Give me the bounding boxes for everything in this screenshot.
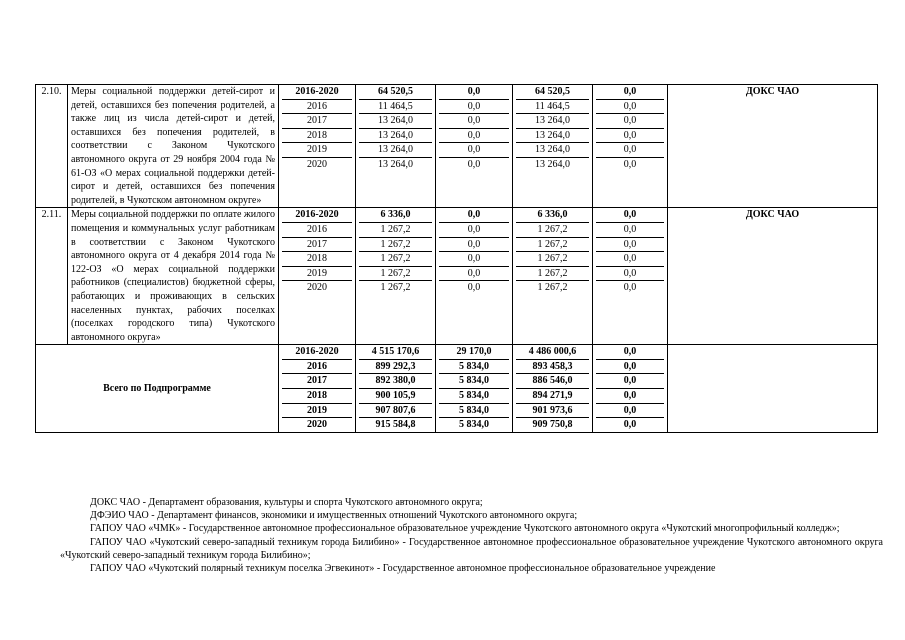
table-cell: 0,0 xyxy=(596,100,664,115)
table-cell: 0,0 xyxy=(596,114,664,129)
table-cell: 5 834,0 xyxy=(439,389,509,404)
table-cell: 13 264,0 xyxy=(378,158,413,170)
responsible-org xyxy=(668,345,878,433)
table-cell: 0,0 xyxy=(623,282,637,294)
table-cell: 0,0 xyxy=(467,282,481,294)
table-cell: 0,0 xyxy=(596,360,664,375)
table-cell: 11 464,5 xyxy=(516,100,589,115)
table-cell: 2018 xyxy=(282,252,352,267)
table-cell: 2016-2020 xyxy=(282,85,352,100)
table-cell: 2020 xyxy=(307,419,327,431)
table-cell: 0,0 xyxy=(439,143,509,158)
table-cell: 892 380,0 xyxy=(359,374,432,389)
table-cell: 2020 xyxy=(307,282,327,294)
footnote: ГАПОУ ЧАО «Чукотский северо-западный техникум города Билибино» - Государственное автономное профессиональное образовательное учреждение Чукотского автономного округа «Чукотский северо-западный техникум города Билибино»; xyxy=(60,536,883,561)
table-cell: 0,0 xyxy=(596,389,664,404)
table-cell: 0,0 xyxy=(596,143,664,158)
table-cell: 0,0 xyxy=(596,267,664,282)
table-cell: 2018 xyxy=(282,389,352,404)
table-cell: 5 834,0 xyxy=(459,419,489,431)
table-cell: 2019 xyxy=(282,404,352,419)
table-cell: 893 458,3 xyxy=(516,360,589,375)
table-cell: 0,0 xyxy=(596,252,664,267)
table-cell: 1 267,2 xyxy=(516,238,589,253)
table-cell: 1 267,2 xyxy=(516,223,589,238)
table-cell: 1 267,2 xyxy=(380,282,411,294)
table-cell: 1 267,2 xyxy=(516,267,589,282)
measure-description: Меры социальной поддержки по оплате жилого помещения и коммунальных услуг работникам в соответствии с Законом Чукотского автономного округа от 4 декабря 2014 года № 122-ОЗ «О мерах социальной поддержки работников (специалистов) бюджетной сферы, работающих и проживающих в сельских населенных пунктах, рабочих поселках (поселках городского типа) Чукотского автономного округа» xyxy=(68,208,279,345)
table-cell: 13 264,0 xyxy=(359,114,432,129)
table-cell: 0,0 xyxy=(596,404,664,419)
footnotes xyxy=(60,496,883,575)
table-cell: 915 584,8 xyxy=(375,419,416,431)
table-cell: 11 464,5 xyxy=(359,100,432,115)
table-cell: 2020 xyxy=(307,158,327,170)
table-cell: 894 271,9 xyxy=(516,389,589,404)
table-cell: 0,0 xyxy=(439,267,509,282)
table-cell: 0,0 xyxy=(439,238,509,253)
table-cell: 1 267,2 xyxy=(359,267,432,282)
table-cell: 0,0 xyxy=(596,223,664,238)
table-cell: 0,0 xyxy=(623,419,637,431)
table-cell: 13 264,0 xyxy=(516,114,589,129)
table-cell: 4 486 000,6 xyxy=(516,345,589,360)
table-cell: 5 834,0 xyxy=(439,374,509,389)
total-label: Всего по Подпрограмме xyxy=(36,345,279,433)
table-cell: 5 834,0 xyxy=(439,404,509,419)
table-cell: 13 264,0 xyxy=(359,129,432,144)
table-cell: 6 336,0 xyxy=(516,208,589,223)
table-cell: 2017 xyxy=(282,238,352,253)
table-cell: 64 520,5 xyxy=(516,85,589,100)
table-cell: 0,0 xyxy=(596,85,664,100)
table-cell: 2017 xyxy=(282,114,352,129)
row-number: 2.10. xyxy=(36,85,68,208)
table-cell: 0,0 xyxy=(596,208,664,223)
table-cell: 64 520,5 xyxy=(359,85,432,100)
table-cell: 5 834,0 xyxy=(439,360,509,375)
table-cell: 900 105,9 xyxy=(359,389,432,404)
table-cell: 2016 xyxy=(282,360,352,375)
table-cell: 2019 xyxy=(282,143,352,158)
table-cell: 2019 xyxy=(282,267,352,282)
table-cell: 0,0 xyxy=(596,345,664,360)
total-row xyxy=(36,345,878,433)
table-cell: 0,0 xyxy=(439,223,509,238)
table-cell: 2017 xyxy=(282,374,352,389)
table-cell: 0,0 xyxy=(439,129,509,144)
table-row xyxy=(36,208,878,345)
table-cell: 909 750,8 xyxy=(532,419,573,431)
table-cell: 4 515 170,6 xyxy=(359,345,432,360)
table-cell: 2016 xyxy=(282,223,352,238)
table-cell: 0,0 xyxy=(439,85,509,100)
table-cell: 2016 xyxy=(282,100,352,115)
table-cell: 907 807,6 xyxy=(359,404,432,419)
subprogram-table xyxy=(35,84,878,433)
responsible-org: ДОКС ЧАО xyxy=(668,85,878,208)
table-cell: 0,0 xyxy=(467,158,481,170)
table-cell: 0,0 xyxy=(439,100,509,115)
measure-description: Меры социальной поддержки детей-сирот и детей, оставшихся без попечения родителей, а также лиц из числа детей-сирот и детей, оставшихся без попечения родителей, в соответствии с Законом Чукотского автономного округа от 29 ноября 2004 года № 61-ОЗ «О мерах социальной поддержки детей-сирот и детей, оставшихся без попечения родителей, в Чукотском автономном округе» xyxy=(68,85,279,208)
table-cell: 13 264,0 xyxy=(535,158,570,170)
table-cell: 1 267,2 xyxy=(359,238,432,253)
table-cell: 0,0 xyxy=(439,208,509,223)
table-cell: 1 267,2 xyxy=(537,282,568,294)
table-cell: 1 267,2 xyxy=(359,252,432,267)
table-cell: 0,0 xyxy=(623,158,637,170)
footnote: ДФЭИО ЧАО - Департамент финансов, экономики и имущественных отношений Чукотского автономного округа; xyxy=(90,510,578,522)
table-cell: 1 267,2 xyxy=(359,223,432,238)
table-cell: 0,0 xyxy=(596,129,664,144)
table-cell: 2016-2020 xyxy=(282,208,352,223)
table-cell: 0,0 xyxy=(596,238,664,253)
table-cell: 2018 xyxy=(282,129,352,144)
table-cell: 886 546,0 xyxy=(516,374,589,389)
footnote: ГАПОУ ЧАО «Чукотский полярный техникум поселка Эгвекинот» - Государственное автономное профессиональное образовательное учреждение xyxy=(90,563,716,575)
table-cell: 0,0 xyxy=(439,252,509,267)
responsible-org: ДОКС ЧАО xyxy=(668,208,878,345)
table-cell: 2016-2020 xyxy=(282,345,352,360)
footnote: ДОКС ЧАО - Департамент образования, культуры и спорта Чукотского автономного округа; xyxy=(90,497,483,508)
table-cell: 29 170,0 xyxy=(439,345,509,360)
table-cell: 0,0 xyxy=(439,114,509,129)
table-cell: 901 973,6 xyxy=(516,404,589,419)
table-cell: 13 264,0 xyxy=(516,129,589,144)
table-cell: 13 264,0 xyxy=(359,143,432,158)
table-cell: 13 264,0 xyxy=(516,143,589,158)
table-row xyxy=(36,85,878,208)
row-number: 2.11. xyxy=(36,208,68,345)
table-cell: 6 336,0 xyxy=(359,208,432,223)
table-cell: 1 267,2 xyxy=(516,252,589,267)
footnote: ГАПОУ ЧАО «ЧМК» - Государственное автономное профессиональное образовательное учреждение Чукотского автономного округа «Чукотский многопрофильный колледж»; xyxy=(90,523,840,535)
table-cell: 899 292,3 xyxy=(359,360,432,375)
table-cell: 0,0 xyxy=(596,374,664,389)
